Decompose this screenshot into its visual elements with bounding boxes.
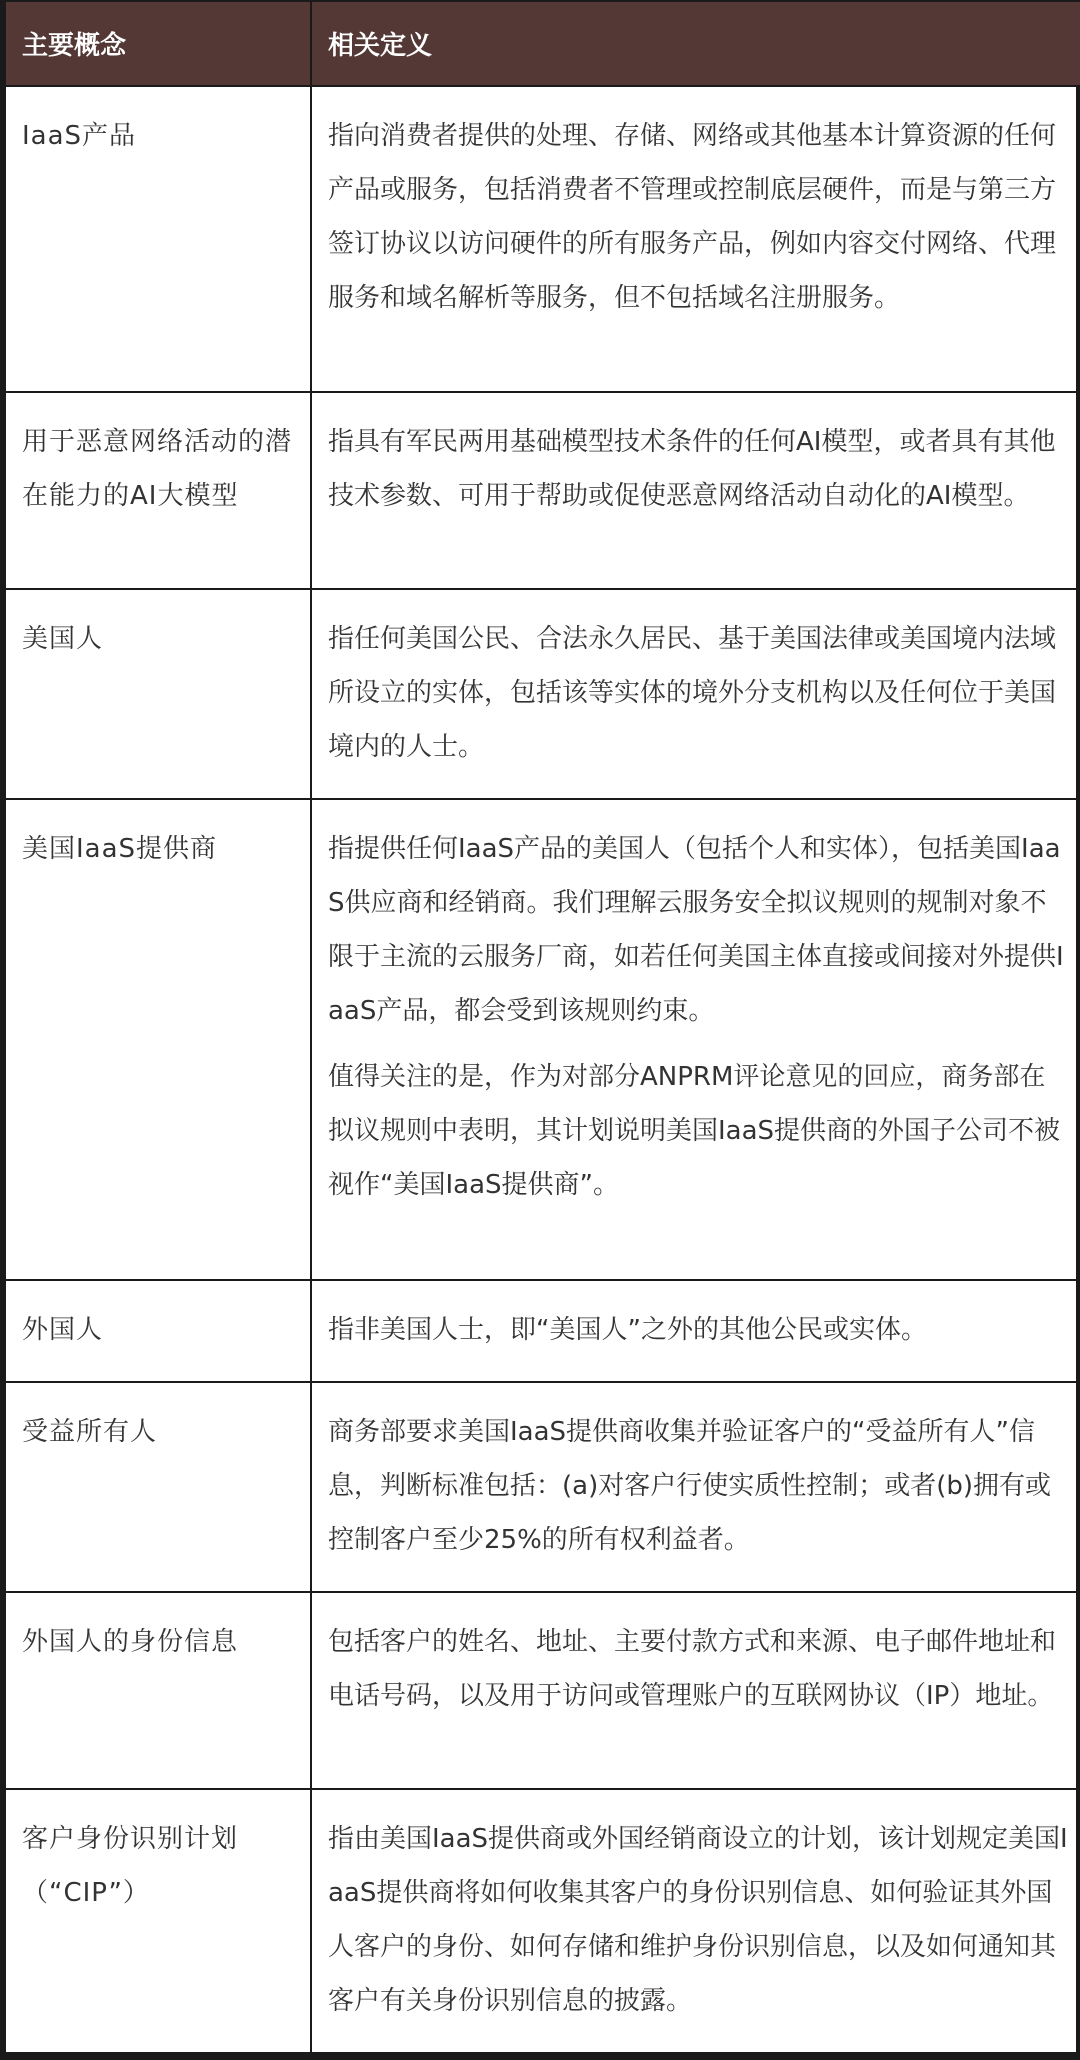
concept-cell: 外国人的身份信息 <box>5 1592 311 1789</box>
concept-cell: 美国IaaS提供商 <box>5 799 311 1280</box>
definition-paragraph: 包括客户的姓名、地址、主要付款方式和来源、电子邮件地址和电话号码，以及用于访问或管理账户的互联网协议（IP）地址。 <box>328 1627 1057 1711</box>
definition-cell <box>311 589 1080 799</box>
definitions-table <box>4 0 1080 2054</box>
concept-cell: IaaS产品 <box>5 86 311 392</box>
definition-paragraph: 商务部要求美国IaaS提供商收集并验证客户的“受益所有人”信息，判断标准包括：(a)对客户行使实质性控制；或者(b)拥有或控制客户至少25%的所有权利益者。 <box>328 1417 1052 1555</box>
definition-cell <box>311 799 1080 1280</box>
column-header-concept: 主要概念 <box>5 1 311 86</box>
concept-cell: 客户身份识别计划（“CIP”） <box>5 1789 311 2053</box>
definition-paragraph: 指任何美国公民、合法永久居民、基于美国法律或美国境内法域所设立的实体，包括该等实体的境外分支机构以及任何位于美国境内的人士。 <box>328 624 1057 762</box>
definition-paragraph: 指向消费者提供的处理、存储、网络或其他基本计算资源的任何产品或服务，包括消费者不管理或控制底层硬件，而是与第三方签订协议以访问硬件的所有服务产品，例如内容交付网络、代理服务和域名解析等服务，但不包括域名注册服务。 <box>328 121 1057 313</box>
table-row <box>5 1592 1080 1789</box>
definition-paragraph-note: 值得关注的是，作为对部分ANPRM评论意见的回应，商务部在拟议规则中表明，其计划说明美国IaaS提供商的外国子公司不被视作“美国IaaS提供商”。 <box>328 1062 1061 1200</box>
definition-paragraph: 指提供任何IaaS产品的美国人（包括个人和实体），包括美国IaaS供应商和经销商。我们理解云服务安全拟议规则的规制对象不限于主流的云服务厂商，如若任何美国主体直接或间接对外提供IaaS产品，都会受到该规则约束。 <box>328 834 1064 1026</box>
definition-paragraph: 指由美国IaaS提供商或外国经销商设立的计划，该计划规定美国IaaS提供商将如何收集其客户的身份识别信息、如何验证其外国人客户的身份、如何存储和维护身份识别信息，以及如何通知其客户有关身份识别信息的披露。 <box>328 1824 1068 2016</box>
table-row <box>5 1280 1080 1382</box>
definition-cell <box>311 86 1080 392</box>
table-row <box>5 799 1080 1280</box>
table-header-row <box>5 1 1080 86</box>
definition-cell <box>311 1789 1080 2053</box>
definition-cell <box>311 392 1080 589</box>
table-row <box>5 1382 1080 1592</box>
table-row <box>5 86 1080 392</box>
concept-cell: 受益所有人 <box>5 1382 311 1592</box>
concept-cell: 用于恶意网络活动的潜在能力的AI大模型 <box>5 392 311 589</box>
concept-cell: 美国人 <box>5 589 311 799</box>
definition-paragraph: 指具有军民两用基础模型技术条件的任何AI模型，或者具有其他技术参数、可用于帮助或促使恶意网络活动自动化的AI模型。 <box>328 427 1056 511</box>
table-row <box>5 392 1080 589</box>
concept-cell: 外国人 <box>5 1280 311 1382</box>
definition-cell <box>311 1382 1080 1592</box>
column-header-definition: 相关定义 <box>311 1 1080 86</box>
definition-cell <box>311 1592 1080 1789</box>
table-row <box>5 589 1080 799</box>
table-row <box>5 1789 1080 2053</box>
definition-paragraph: 指非美国人士，即“美国人”之外的其他公民或实体。 <box>328 1315 927 1345</box>
definition-cell <box>311 1280 1080 1382</box>
